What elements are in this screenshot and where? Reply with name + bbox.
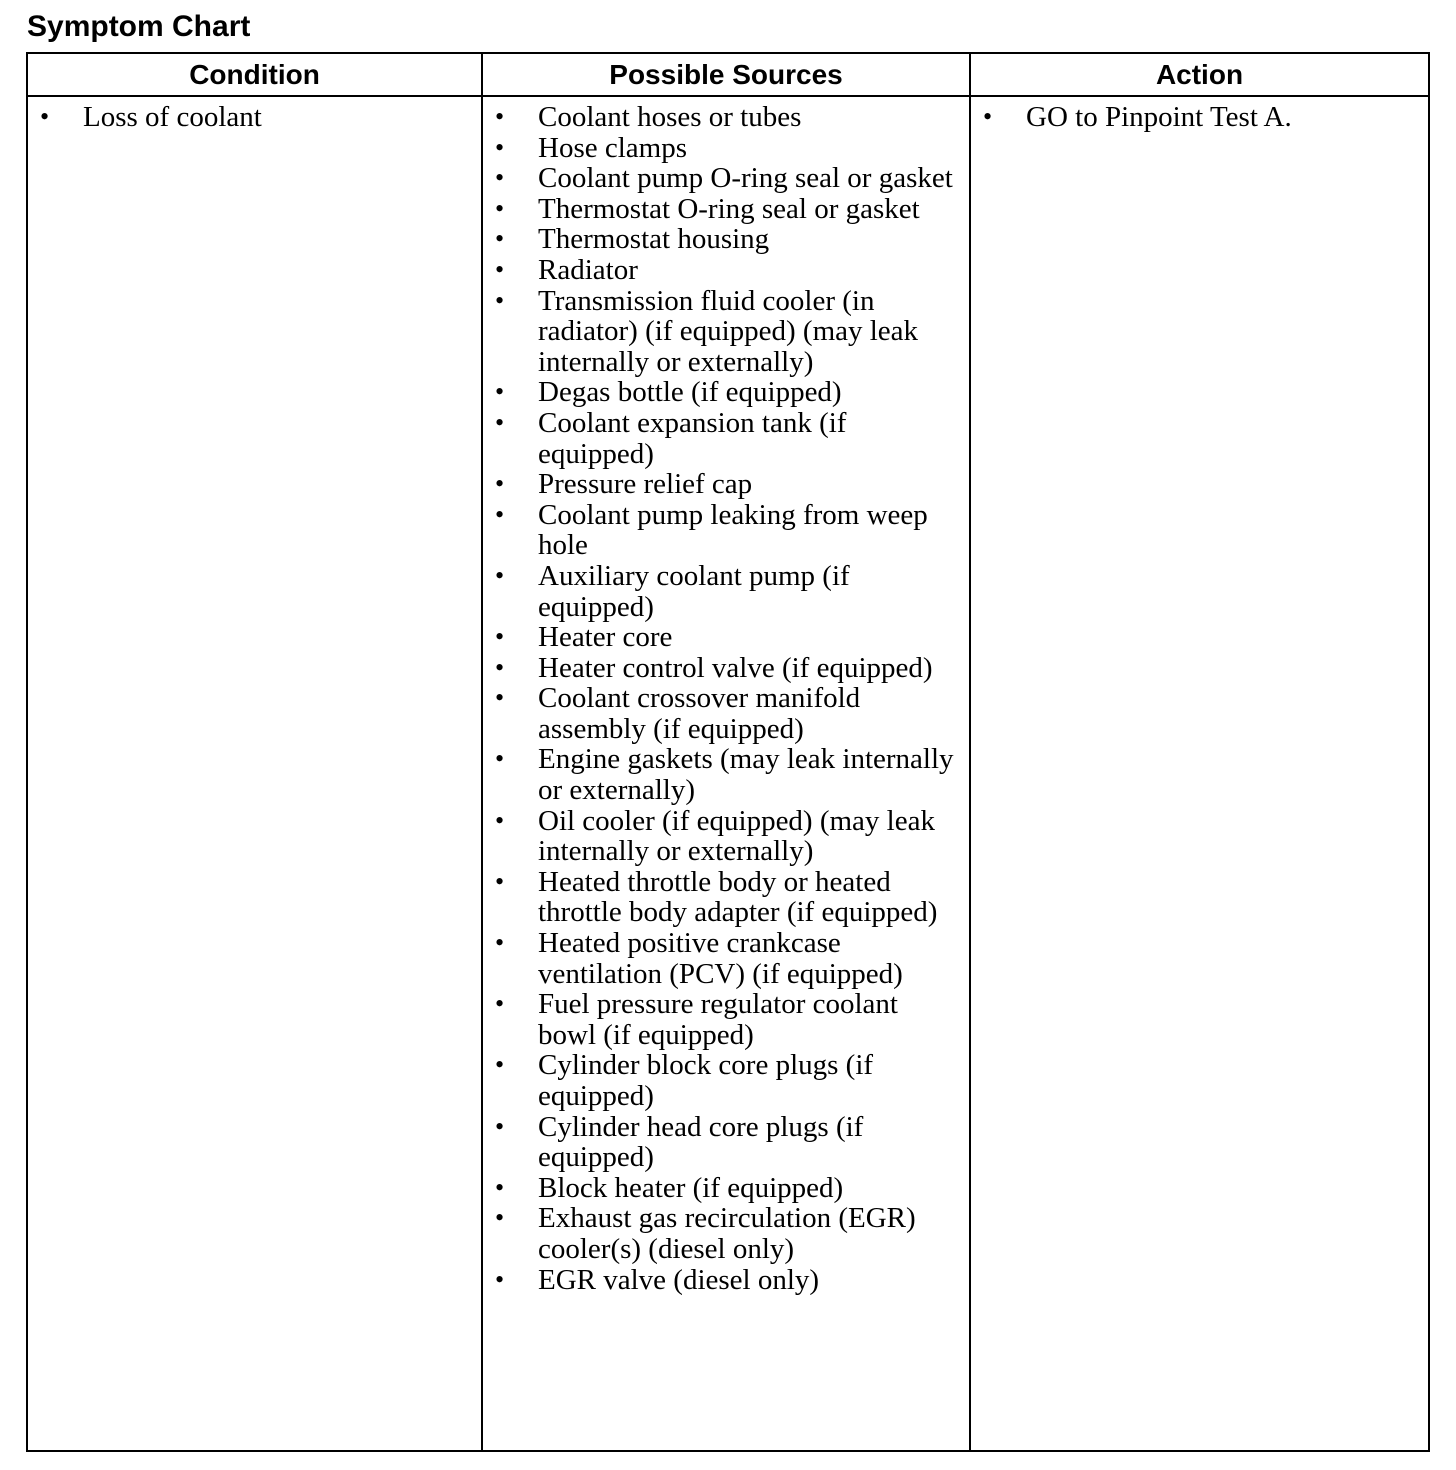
list-item: • Heater core [483,622,969,653]
header-action: Action [970,53,1429,96]
list-item: • Pressure relief cap [483,469,969,500]
action-cell [970,96,1429,1451]
list-item: • GO to Pinpoint Test A. [971,102,1428,133]
list-item: • Radiator [483,255,969,286]
list-item: • Engine gaskets (may leak internally or externally) [483,744,969,805]
sources-list [483,102,969,1295]
action-list [971,102,1428,133]
header-condition: Condition [27,53,482,96]
list-item: • Block heater (if equipped) [483,1173,969,1204]
list-item: • Coolant crossover manifold assembly (if equipped) [483,683,969,744]
header-row [27,53,1429,96]
list-item: • Cylinder head core plugs (if equipped) [483,1112,969,1173]
list-item: • Coolant pump leaking from weep hole [483,500,969,561]
condition-list [28,102,481,133]
list-item: • Transmission fluid cooler (in radiator) (if equipped) (may leak internally or externally) [483,286,969,378]
list-item: • Auxiliary coolant pump (if equipped) [483,561,969,622]
list-item: • Coolant pump O-ring seal or gasket [483,163,969,194]
list-item: • Coolant expansion tank (if equipped) [483,408,969,469]
list-item: • Coolant hoses or tubes [483,102,969,133]
list-item: • Exhaust gas recirculation (EGR) cooler(s) (diesel only) [483,1203,969,1264]
symptom-table [26,52,1430,1452]
list-item: • Thermostat housing [483,224,969,255]
list-item: • Thermostat O-ring seal or gasket [483,194,969,225]
list-item: • Hose clamps [483,133,969,164]
list-item: • Loss of coolant [28,102,481,133]
list-item: • Degas bottle (if equipped) [483,377,969,408]
table-row [27,96,1429,1451]
condition-cell [27,96,482,1451]
list-item: • Heated positive crankcase ventilation (PCV) (if equipped) [483,928,969,989]
header-possible-sources: Possible Sources [482,53,970,96]
list-item: • EGR valve (diesel only) [483,1265,969,1296]
list-item: • Cylinder block core plugs (if equipped) [483,1050,969,1111]
chart-title: Symptom Chart [27,10,251,43]
list-item: • Heater control valve (if equipped) [483,653,969,684]
list-item: • Fuel pressure regulator coolant bowl (if equipped) [483,989,969,1050]
sources-cell [482,96,970,1451]
list-item: • Heated throttle body or heated throttle body adapter (if equipped) [483,867,969,928]
list-item: • Oil cooler (if equipped) (may leak internally or externally) [483,806,969,867]
